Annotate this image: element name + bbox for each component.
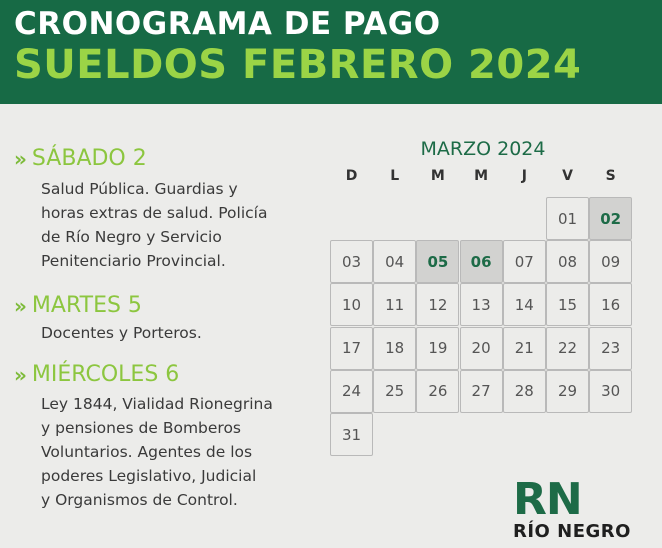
- calendar-day-cell: 05: [416, 240, 459, 283]
- calendar-day-cell: 24: [330, 370, 373, 413]
- weekday-header: M: [430, 168, 445, 184]
- rn-logo: RN: [513, 474, 582, 525]
- calendar-day-cell: 16: [589, 283, 632, 326]
- schedule-day-label: SÁBADO 2: [31, 146, 147, 171]
- calendar-day-cell: 13: [460, 283, 503, 326]
- title-line-2: SUELDOS FEBRERO 2024: [14, 42, 582, 88]
- schedule-description: [41, 321, 202, 345]
- calendar-day-cell: 02: [589, 197, 632, 240]
- schedule-day-label: MARTES 5: [31, 293, 142, 318]
- calendar-day-cell: 04: [373, 240, 416, 283]
- weekday-header: V: [562, 168, 573, 184]
- calendar-day-cell: 10: [330, 283, 373, 326]
- calendar-day-cell: 25: [373, 370, 416, 413]
- weekday-header: S: [605, 168, 616, 184]
- calendar-day-cell: 23: [589, 327, 632, 370]
- calendar-day-cell: 01: [546, 197, 589, 240]
- description-line: y pensiones de Bomberos: [41, 419, 242, 437]
- calendar-day-cell: 26: [416, 370, 459, 413]
- calendar-day-cell: 28: [503, 370, 546, 413]
- calendar-day-cell: 17: [330, 327, 373, 370]
- description-line: de Río Negro y Servicio: [41, 228, 222, 246]
- rio-negro-logo-text: RÍO NEGRO: [513, 521, 631, 542]
- calendar-day-cell: 06: [460, 240, 503, 283]
- schedule-entry-miercoles: [14, 362, 179, 387]
- weekday-header: M: [474, 168, 489, 184]
- calendar-day-cell: 21: [503, 327, 546, 370]
- calendar-day-cell: 12: [416, 283, 459, 326]
- chevron-right-icon: »: [14, 362, 24, 387]
- calendar-day-cell: 20: [460, 327, 503, 370]
- description-line: Penitenciario Provincial.: [41, 252, 226, 270]
- calendar-day-cell: 15: [546, 283, 589, 326]
- description-line: y Organismos de Control.: [41, 491, 238, 509]
- description-line: Docentes y Porteros.: [41, 324, 202, 342]
- description-line: poderes Legislativo, Judicial: [41, 467, 257, 485]
- title-line-1: CRONOGRAMA DE PAGO: [14, 6, 441, 42]
- calendar-day-cell: 09: [589, 240, 632, 283]
- weekday-header: L: [390, 168, 400, 184]
- weekday-header: D: [345, 168, 358, 184]
- calendar-day-cell: 22: [546, 327, 589, 370]
- header-banner: [0, 0, 662, 104]
- calendar-day-cell: 03: [330, 240, 373, 283]
- calendar-day-cell: 31: [330, 413, 373, 456]
- schedule-day-label: MIÉRCOLES 6: [31, 362, 180, 387]
- calendar-day-cell: 30: [589, 370, 632, 413]
- calendar-title: MARZO 2024: [420, 138, 546, 160]
- calendar-day-cell: 08: [546, 240, 589, 283]
- description-line: Ley 1844, Vialidad Rionegrina: [41, 395, 273, 413]
- calendar-day-cell: 27: [460, 370, 503, 413]
- calendar-day-cell: 18: [373, 327, 416, 370]
- weekday-header: J: [521, 168, 527, 184]
- calendar-day-cell: 11: [373, 283, 416, 326]
- chevron-right-icon: »: [14, 293, 24, 318]
- schedule-entry-sabado: [14, 146, 147, 171]
- description-line: Voluntarios. Agentes de los: [41, 443, 253, 461]
- calendar-day-cell: 19: [416, 327, 459, 370]
- schedule-description: [41, 177, 267, 273]
- schedule-entry-martes: [14, 293, 142, 318]
- calendar-day-cell: 07: [503, 240, 546, 283]
- chevron-right-icon: »: [14, 146, 24, 171]
- description-line: horas extras de salud. Policía: [41, 204, 268, 222]
- calendar-day-cell: 14: [503, 283, 546, 326]
- calendar-day-cell: 29: [546, 370, 589, 413]
- schedule-description: [41, 392, 273, 512]
- description-line: Salud Pública. Guardias y: [41, 180, 238, 198]
